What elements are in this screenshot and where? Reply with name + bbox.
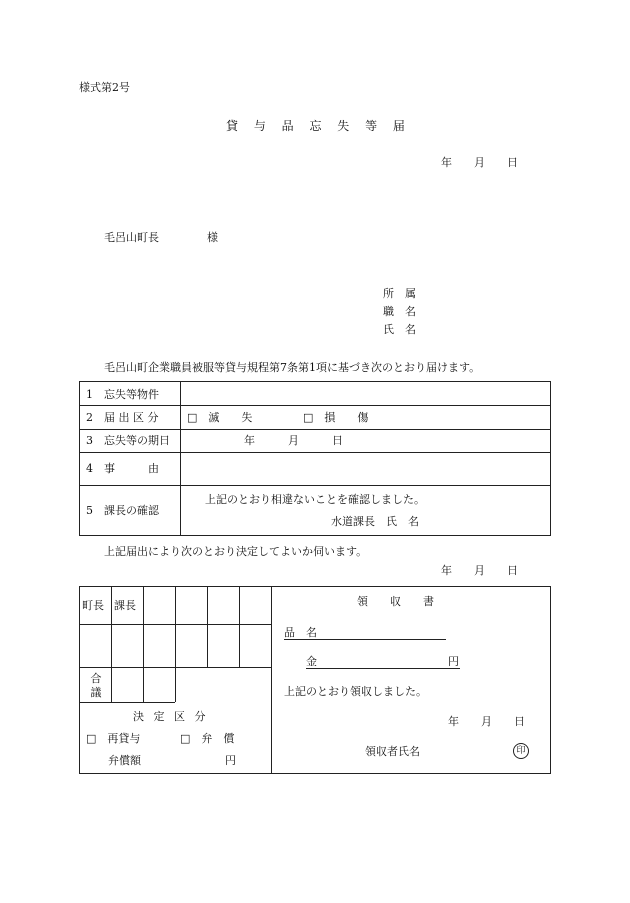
- amount-label: 金: [306, 655, 317, 668]
- mayor-stamp-label: 町長: [82, 599, 104, 612]
- row-lost-item-label: 1 忘失等物件: [86, 388, 159, 401]
- receipt-statement: 上記のとおり領収しました。: [284, 685, 427, 698]
- honorific: 様: [207, 231, 218, 244]
- compensation-checkbox[interactable]: □ 弁 償: [180, 732, 235, 745]
- compensation-amount-label: 弁償額: [108, 754, 141, 767]
- submission-date: 年 月 日: [441, 156, 518, 169]
- form-title: 貸 与 品 忘 失 等 届: [226, 119, 405, 133]
- water-chief-signature: 水道課長 氏 名: [331, 515, 419, 528]
- loss-date: 年 月 日: [244, 434, 343, 447]
- statement: 毛呂山町企業職員被服等貸与規程第7条第1項に基づき次のとおり届けます。: [104, 361, 481, 374]
- decision-date: 年 月 日: [441, 564, 518, 577]
- receipt-date: 年 月 日: [448, 715, 525, 728]
- receiver-name-label: 領収者氏名: [365, 745, 420, 758]
- compensation-yen: 円: [225, 754, 236, 767]
- item-name-label: 品 名: [284, 626, 317, 639]
- amount-underline: [306, 668, 460, 669]
- row-reason-label: 4 事 由: [86, 462, 159, 475]
- receipt-title: 領 収 書: [357, 595, 434, 608]
- name-label: 氏 名: [383, 323, 416, 336]
- row-report-type-label: 2 届 出 区 分: [86, 411, 159, 424]
- confirm-statement: 上記のとおり相違ないことを確認しました。: [205, 493, 425, 506]
- decision-note: 上記届出により次のとおり決定してよいか伺います。: [104, 545, 368, 558]
- amount-yen: 円: [448, 655, 459, 668]
- approval-receipt-table: [79, 586, 551, 774]
- decision-category-label: 決 定 区 分: [133, 710, 206, 723]
- consultation-label: 合 議: [90, 672, 102, 699]
- row-loss-date-label: 3 忘失等の期日: [86, 434, 170, 447]
- option-lost-checkbox[interactable]: □ 滅 失: [187, 411, 253, 424]
- section-chief-stamp-label: 課長: [114, 599, 136, 612]
- item-name-underline: [284, 639, 446, 640]
- option-damaged-checkbox[interactable]: □ 損 傷: [303, 411, 369, 424]
- position-label: 職 名: [383, 305, 416, 318]
- affiliation-label: 所 属: [383, 287, 416, 300]
- row-chief-confirm-label: 5 課長の確認: [86, 504, 159, 517]
- addressee: 毛呂山町長: [104, 231, 159, 244]
- reissue-checkbox[interactable]: □ 再貸与: [86, 732, 141, 745]
- seal-icon: 印: [513, 743, 529, 759]
- form-number: 様式第2号: [79, 81, 130, 94]
